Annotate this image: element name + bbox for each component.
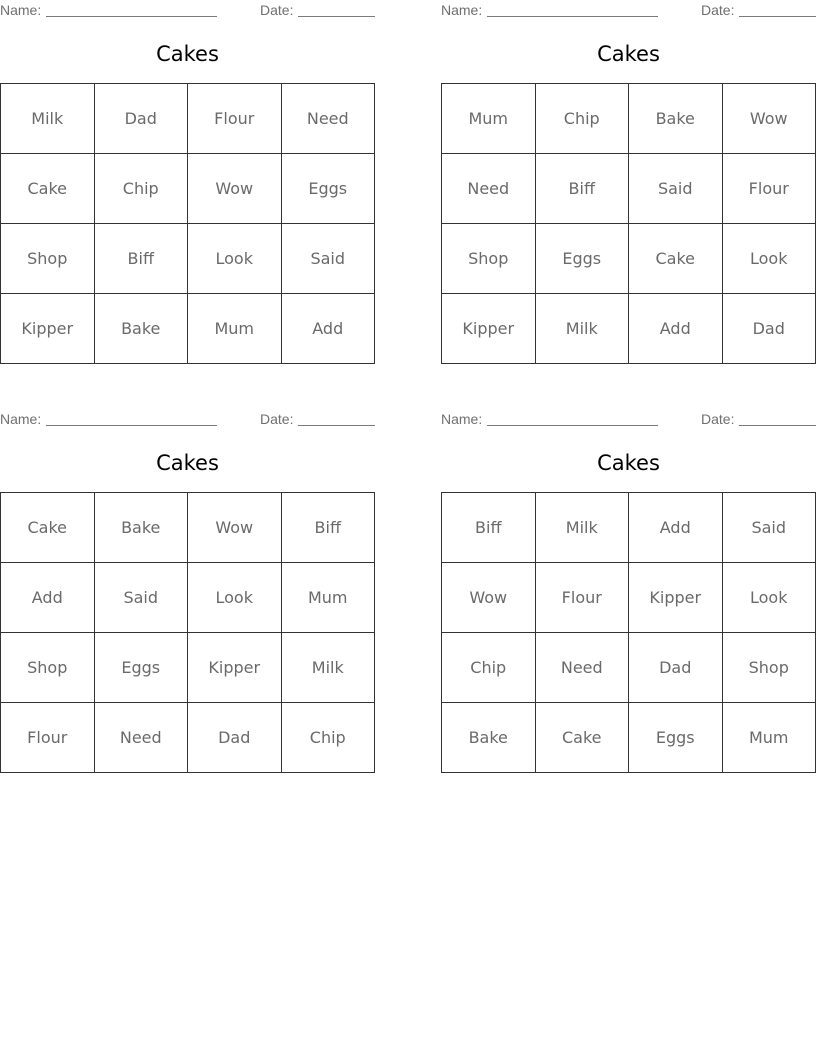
grid-row: [1, 294, 375, 364]
grid-row: [1, 84, 375, 154]
grid-cell: Shop: [442, 224, 536, 294]
grid-cell: Kipper: [442, 294, 536, 364]
name-label: Name:: [0, 411, 42, 427]
grid-cell: Mum: [442, 84, 536, 154]
grid-cell: Bake: [94, 493, 188, 563]
bingo-card: [0, 409, 375, 747]
grid-cell: Kipper: [188, 633, 282, 703]
grid-cell: Milk: [535, 493, 629, 563]
grid-cell: Look: [722, 563, 816, 633]
grid-cell: Bake: [629, 84, 723, 154]
grid-cell: Dad: [722, 294, 816, 364]
date-label: Date:: [701, 2, 735, 18]
date-field-line: [298, 425, 375, 426]
grid-cell: Wow: [442, 563, 536, 633]
grid-cell: Biff: [535, 154, 629, 224]
bingo-card: [441, 0, 816, 338]
bingo-card: [441, 409, 816, 747]
grid-cell: Wow: [722, 84, 816, 154]
grid-cell: Said: [94, 563, 188, 633]
card-header: [0, 409, 375, 431]
grid-cell: Dad: [94, 84, 188, 154]
card-title: Cakes: [597, 451, 660, 475]
grid-row: [442, 224, 816, 294]
grid-cell: Milk: [1, 84, 95, 154]
bingo-card: [0, 0, 375, 338]
date-label: Date:: [701, 411, 735, 427]
grid-cell: Wow: [188, 154, 282, 224]
grid-cell: Need: [442, 154, 536, 224]
grid-cell: Need: [94, 703, 188, 773]
grid-cell: Bake: [94, 294, 188, 364]
name-label: Name:: [441, 411, 483, 427]
name-label: Name:: [0, 2, 42, 18]
grid-row: [442, 563, 816, 633]
grid-row: [442, 84, 816, 154]
grid-cell: Biff: [94, 224, 188, 294]
card-title: Cakes: [156, 451, 219, 475]
grid-cell: Wow: [188, 493, 282, 563]
grid-cell: Flour: [535, 563, 629, 633]
grid-row: [442, 294, 816, 364]
grid-cell: Mum: [722, 703, 816, 773]
bingo-grid: [0, 492, 375, 773]
grid-cell: Look: [188, 224, 282, 294]
grid-cell: Dad: [629, 633, 723, 703]
grid-cell: Kipper: [1, 294, 95, 364]
grid-cell: Cake: [629, 224, 723, 294]
grid-row: [442, 633, 816, 703]
grid-row: [442, 703, 816, 773]
grid-cell: Shop: [1, 633, 95, 703]
grid-cell: Chip: [94, 154, 188, 224]
name-field-line: [487, 425, 658, 426]
date-label: Date:: [260, 411, 294, 427]
grid-cell: Said: [281, 224, 375, 294]
bingo-grid: [0, 83, 375, 364]
name-field-line: [46, 16, 217, 17]
grid-cell: Eggs: [94, 633, 188, 703]
date-label: Date:: [260, 2, 294, 18]
grid-cell: Need: [535, 633, 629, 703]
grid-cell: Add: [1, 563, 95, 633]
grid-row: [1, 703, 375, 773]
grid-cell: Eggs: [535, 224, 629, 294]
grid-cell: Cake: [1, 154, 95, 224]
grid-cell: Biff: [281, 493, 375, 563]
grid-cell: Mum: [188, 294, 282, 364]
grid-row: [1, 633, 375, 703]
grid-cell: Look: [722, 224, 816, 294]
grid-cell: Flour: [1, 703, 95, 773]
card-title: Cakes: [156, 42, 219, 66]
grid-cell: Shop: [722, 633, 816, 703]
grid-cell: Eggs: [281, 154, 375, 224]
bingo-grid: [441, 492, 816, 773]
date-field-line: [298, 16, 375, 17]
name-field-line: [487, 16, 658, 17]
grid-row: [1, 224, 375, 294]
grid-cell: Add: [629, 294, 723, 364]
grid-cell: Dad: [188, 703, 282, 773]
card-header: [441, 409, 816, 431]
grid-cell: Said: [722, 493, 816, 563]
grid-cell: Add: [281, 294, 375, 364]
grid-cell: Said: [629, 154, 723, 224]
name-label: Name:: [441, 2, 483, 18]
grid-cell: Shop: [1, 224, 95, 294]
grid-cell: Bake: [442, 703, 536, 773]
grid-cell: Kipper: [629, 563, 723, 633]
name-field-line: [46, 425, 217, 426]
grid-cell: Chip: [535, 84, 629, 154]
grid-cell: Milk: [535, 294, 629, 364]
bingo-grid: [441, 83, 816, 364]
grid-row: [442, 154, 816, 224]
grid-row: [1, 493, 375, 563]
card-header: [0, 0, 375, 22]
card-title: Cakes: [597, 42, 660, 66]
grid-row: [1, 563, 375, 633]
card-header: [441, 0, 816, 22]
grid-cell: Chip: [281, 703, 375, 773]
date-field-line: [739, 16, 816, 17]
grid-cell: Milk: [281, 633, 375, 703]
grid-cell: Mum: [281, 563, 375, 633]
grid-cell: Biff: [442, 493, 536, 563]
grid-cell: Need: [281, 84, 375, 154]
grid-cell: Flour: [188, 84, 282, 154]
grid-row: [1, 154, 375, 224]
grid-cell: Eggs: [629, 703, 723, 773]
grid-cell: Add: [629, 493, 723, 563]
grid-cell: Look: [188, 563, 282, 633]
grid-row: [442, 493, 816, 563]
grid-cell: Cake: [1, 493, 95, 563]
grid-cell: Chip: [442, 633, 536, 703]
date-field-line: [739, 425, 816, 426]
grid-cell: Cake: [535, 703, 629, 773]
grid-cell: Flour: [722, 154, 816, 224]
